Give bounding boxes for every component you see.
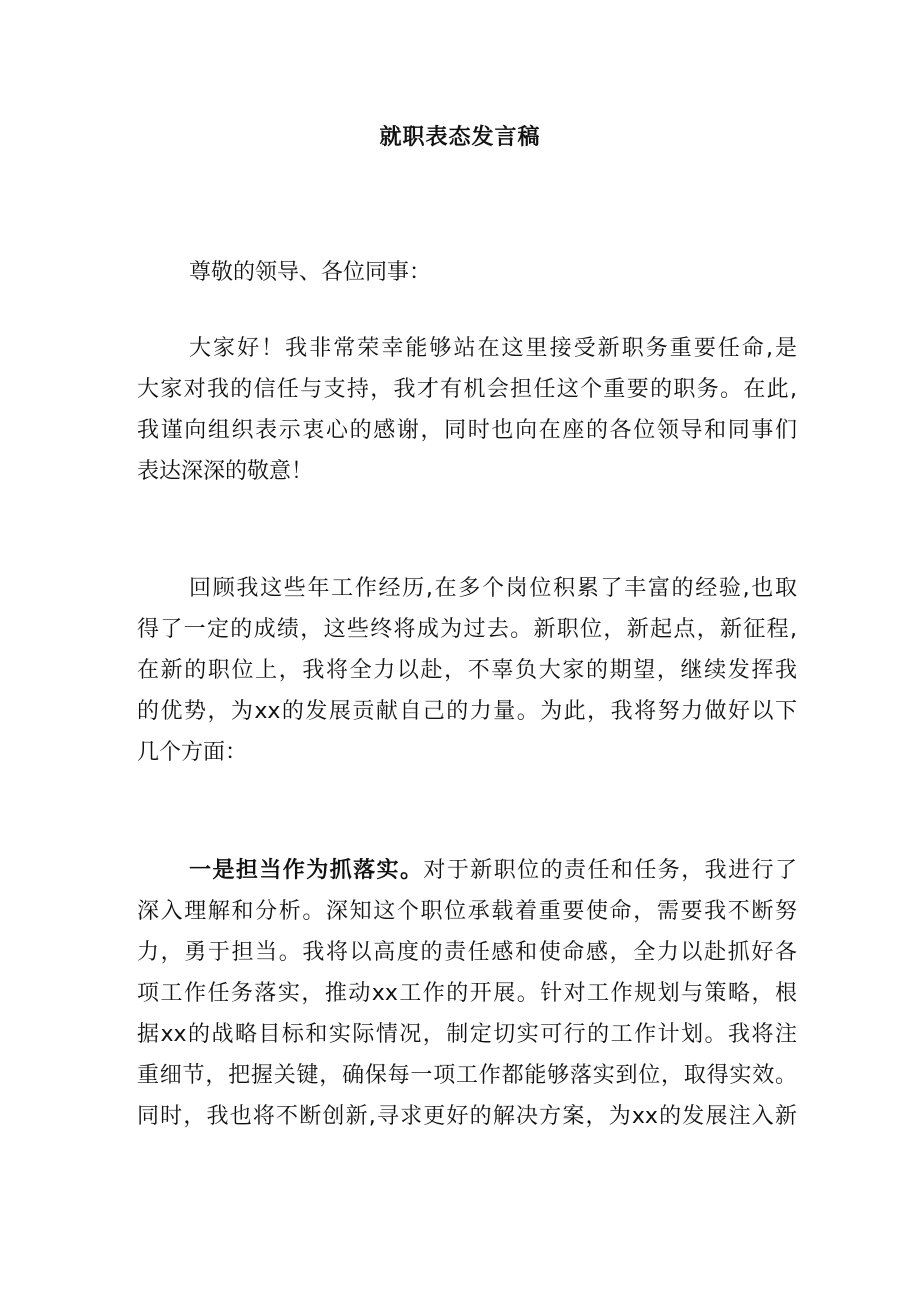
paragraph-line: 大家对我的信任与支持，我才有机会担任这个重要的职务。在此, xyxy=(137,377,797,402)
paragraph-line: 同时，我也将不断创新,寻求更好的解决方案，为xx的发展注入新 xyxy=(137,1104,797,1129)
paragraph-2 xyxy=(137,568,797,773)
paragraph-line: 项工作任务落实，推动xx工作的开展。针对工作规划与策略，根 xyxy=(137,981,797,1006)
paragraph-line: 力，勇于担当。我将以高度的责任感和使命感，全力以赴抓好各 xyxy=(137,940,797,965)
paragraph-line: 表达深深的敬意！ xyxy=(137,459,314,484)
paragraph-line: 深入理解和分析。深知这个职位承载着重要使命，需要我不断努 xyxy=(137,899,797,924)
document-title: 就职表态发言稿 xyxy=(379,125,541,150)
paragraph-line: 得了一定的成绩，这些终将成为过去。新职位，新起点，新征程, xyxy=(137,617,797,642)
paragraph-line: 几个方面： xyxy=(137,740,248,765)
paragraph-line: 在新的职位上，我将全力以赴，不辜负大家的期望，继续发挥我 xyxy=(137,658,797,683)
paragraph-line: 大家好！我非常荣幸能够站在这里接受新职务重要任命,是 xyxy=(189,336,797,361)
paragraph-1 xyxy=(137,328,797,492)
paragraph-line: 的优势，为xx的发展贡献自己的力量。为此，我将努力做好以下 xyxy=(137,699,797,724)
salutation-line: 尊敬的领导、各位同事： xyxy=(189,260,432,285)
paragraph-heading-rest: 对于新职位的责任和任务，我进行了 xyxy=(423,858,797,883)
paragraph-line: 重细节，把握关键，确保每一项工作都能够落实到位，取得实效。 xyxy=(137,1063,797,1088)
paragraph-heading: 一是担当作为抓落实。 xyxy=(189,858,424,883)
paragraph-3 xyxy=(137,850,797,1137)
paragraph-line: 回顾我这些年工作经历,在多个岗位积累了丰富的经验,也取 xyxy=(189,576,797,601)
paragraph-line xyxy=(137,850,797,891)
paragraph-line: 我谨向组织表示衷心的感谢，同时也向在座的各位领导和同事们 xyxy=(137,418,797,443)
salutation xyxy=(137,252,797,293)
paragraph-line: 据xx的战略目标和实际情况，制定切实可行的工作计划。我将注 xyxy=(137,1022,797,1047)
